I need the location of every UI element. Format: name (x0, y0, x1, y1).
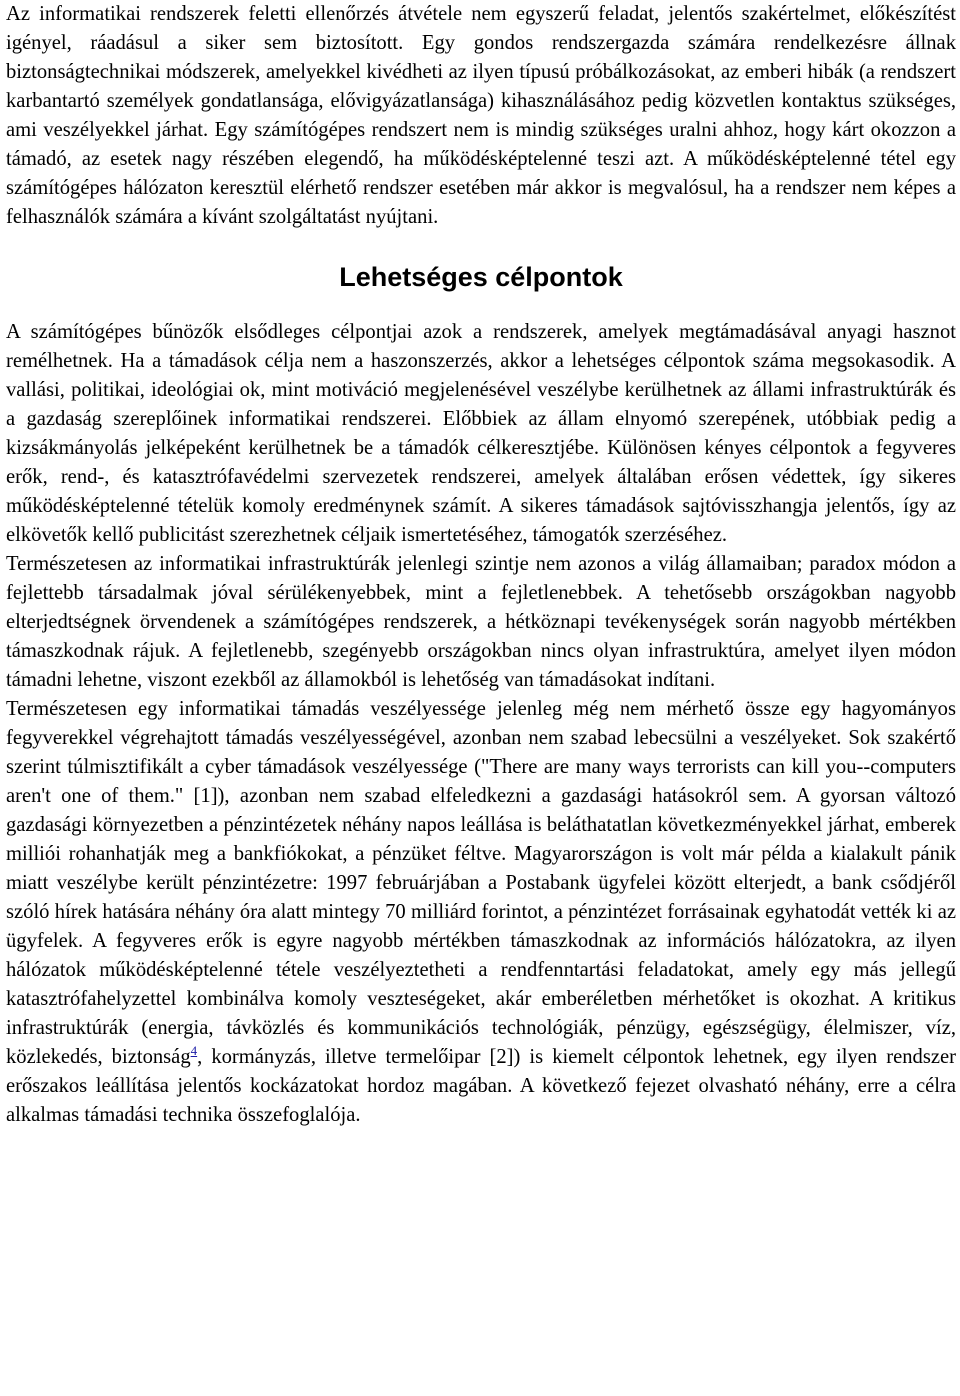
section-paragraph-1: A számítógépes bűnözők elsődleges célpontjai azok a rendszerek, amelyek megtámadásával anyagi hasznot remélhetnek. Ha a támadások célja nem a haszonszerzés, akkor a lehetséges célpontok száma megsokasodik. A vallási, politikai, ideológiai ok, mint motiváció megjelenésével veszélybe kerülhetnek az állami infrastruktúrák és a gazdaság szereplőinek informatikai rendszerei. Előbbiek az állam elnyomó szerepének, utóbbiak pedig a kizsákmányolás jelképeként kerülhetnek be a támadók célkeresztjébe. Különösen kényes célpontok a fegyveres erők, rend-, és katasztrófavédelmi szervezetek rendszerei, amelyek általában erősen védettek, így sikeres működésképtelenné tételük komoly eredménynek számít. A sikeres támadások sajtóvisszhangja jelentős, így az elkövetők kellő publicitást szerezhetnek céljaik ismertetéséhez, támogatók szerzéséhez. (6, 321, 956, 546)
footnote-link[interactable]: 4 (190, 1043, 198, 1059)
spacer (6, 232, 956, 244)
paragraph-3-text-part-1: Természetesen egy informatikai támadás veszélyessége jelenleg még nem mérhető össze egy hagyományos fegyverekkel végrehajtott támadás veszélyességével, azonban nem szabad lebecsülni a veszélyeket. Sok szakértő szerint túlmisztifikált a cyber támadások veszélyessége ("There are many ways terrorists can kill you--computers aren't one of them." [1]), azonban nem szabad elfeledkezni a gazdasági hatásokról sem. A gyorsan változó gazdasági környezetben a pénzintézetek néhány napos leállása is beláthatatlan következményekkel járhat, emberek milliói rohanhatják meg a bankfiókokat, a pénzüket féltve. Magyarországon is volt már példa a kialakult pánik miatt veszélybe került pénzintézetre: 1997 februárjában a Postabank ügyfelei között elterjedt, a bank csődjéről szóló hírek hatására néhány óra alatt mintegy 70 milliárd forintot, a pénzintézet forrásainak egyhatodát vették ki az ügyfelek. A fegyveres erők is egyre nagyobb mértékben támaszkodnak az információs hálózatokra, az ilyen hálózatok működésképtelenné tétele veszélyeztetheti a rendfenntartási feladatokat, amely egy más jellegű katasztrófahelyzettel kombinálva komoly veszteségeket, akár emberéletben mérhetőket is okozhat. A kritikus infrastruktúrák (energia, távközlés és kommunikációs technológiák, pénzügy, egészségügy, élelmiszer, víz, közlekedés, biztonság (6, 698, 956, 1068)
section-heading: Lehetséges célpontok (339, 262, 623, 292)
spacer (6, 310, 956, 318)
intro-paragraph: Az informatikai rendszerek feletti ellenőrzés átvétele nem egyszerű feladat, jelentős szakértelmet, előkészítést igényel, ráadásul a siker sem biztosított. Egy gondos rendszergazda számára rendelkezésre állnak biztonságtechnikai módszerek, amelyekkel kivédheti az ilyen típusú próbálkozásokat, az emberi hibák (a rendszert karbantartó személyek gondatlansága, elővigyázatlansága) kihasználásához pedig közvetlen kontaktus szükséges, ami veszélyekkel járhat. Egy számítógépes rendszert nem is mindig szükséges uralni ahhoz, hogy kárt okozzon a támadó, az esetek nagy részében elegendő, ha működésképtelenné teszi azt. A működésképtelenné tétel egy számítógépes hálózaton keresztül elérhető rendszer esetében már akkor is megvalósul, ha a rendszer nem képes a felhasználók számára a kívánt szolgáltatást nyújtani. (6, 3, 956, 228)
document-page (6, 0, 956, 1130)
paragraph-3-text-part-2: , kormányzás, illetve termelőipar [2]) is kiemelt célpontok lehetnek, egy ilyen rendszer erőszakos leállítása jelentős kockázatokat hordoz magában. A következő fejezet olvasható néhány, erre a célra alkalmas támadási technika összefoglalója. (6, 1046, 956, 1126)
section-paragraph-3 (6, 695, 956, 1130)
section-paragraph-2: Természetesen az informatikai infrastruktúrák jelenlegi szintje nem azonos a világ államaiban; paradox módon a fejlettebb társadalmak jóval sérülékenyebbek, mint a fejletlenebbek. A tehetősebb országokban nagyobb elterjedtségnek örvendenek a számítógépes rendszerek, a hétköznapi tevékenységek során nagyobb mértékben támaszkodnak rájuk. A fejletlenebb, szegényebb országokban nincs olyan infrastruktúra, amelyet ilyen módon támadni lehetne, viszont ezekből az államokból is lehetőség van támadásokat indítani. (6, 553, 956, 691)
